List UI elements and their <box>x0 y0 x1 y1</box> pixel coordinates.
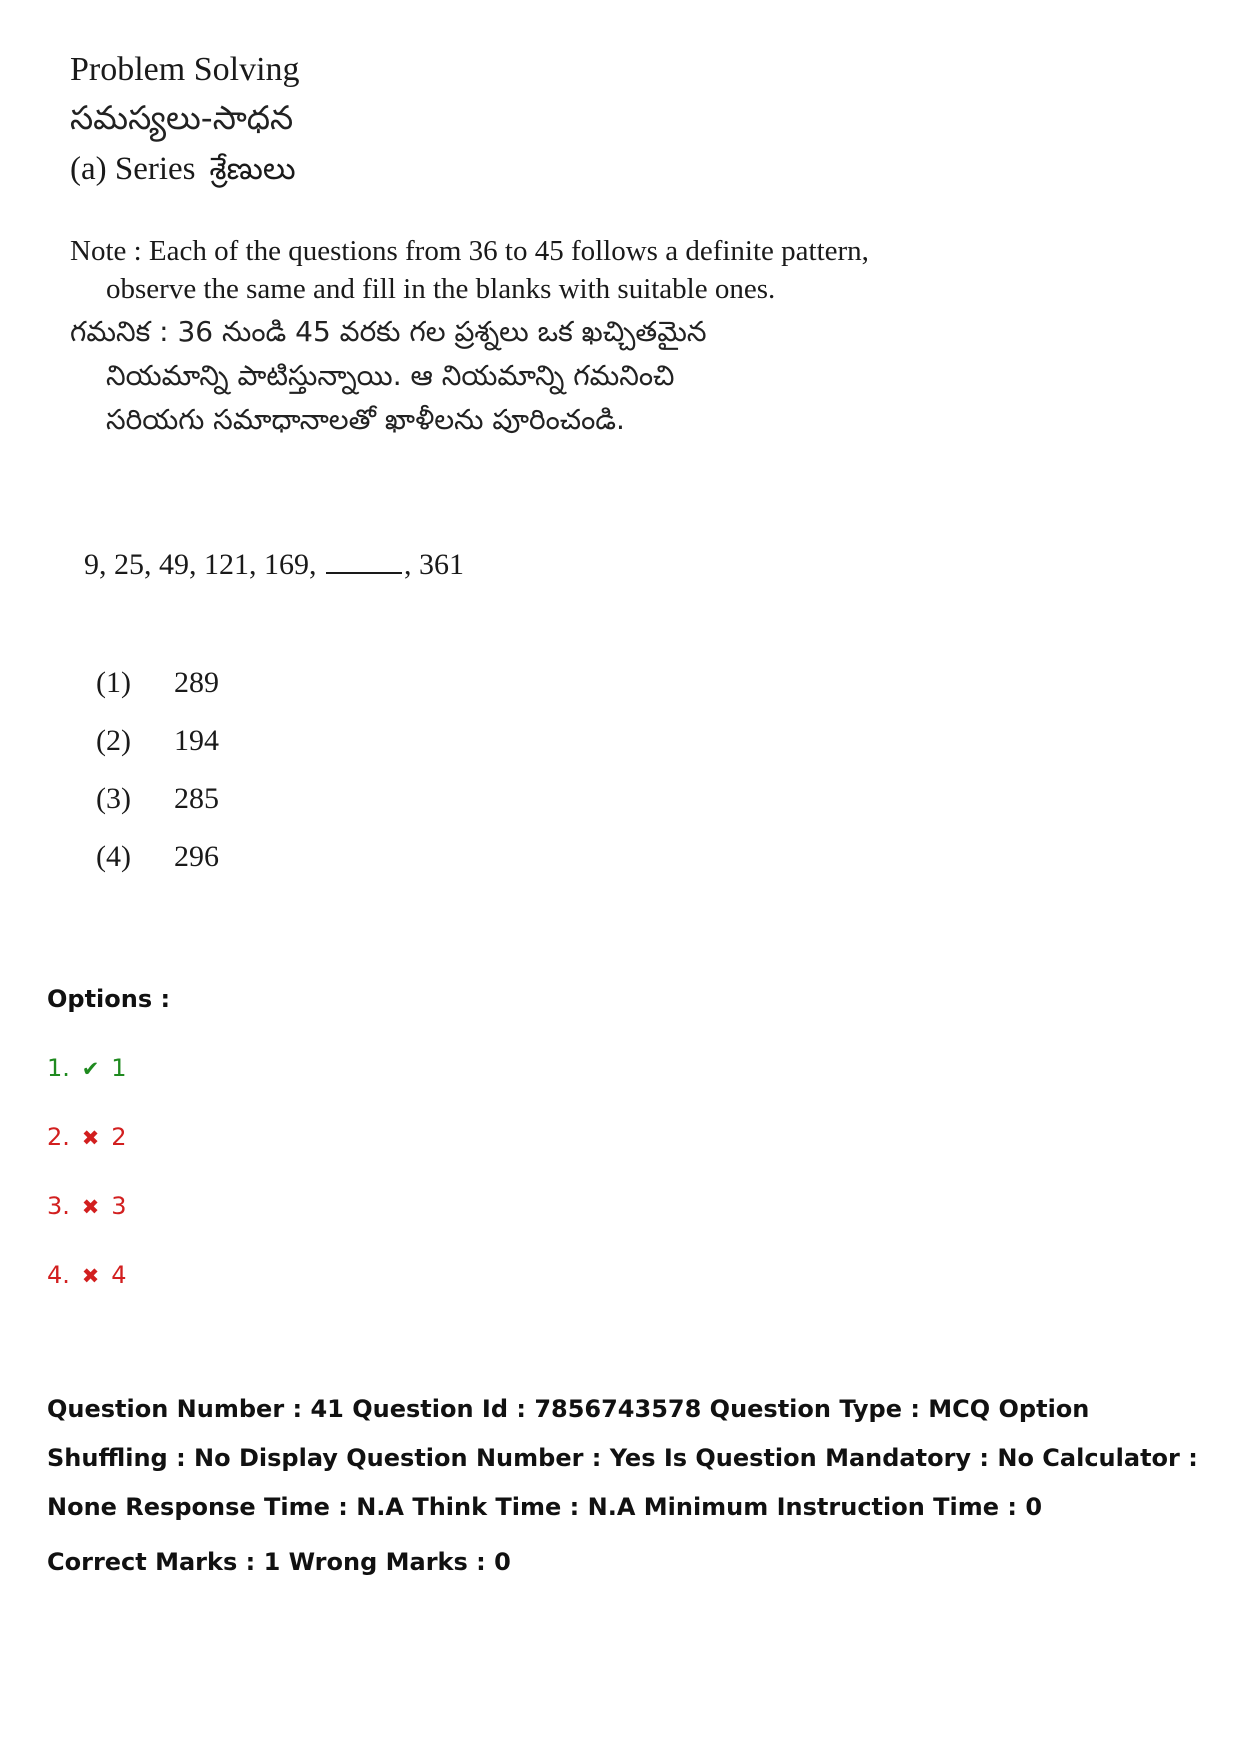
note-telugu-line-2: నియమాన్ని పాటిస్తున్నాయి. ఆ నియమాన్ని గమనించి <box>106 359 675 392</box>
question-option-value: 285 <box>174 782 219 815</box>
answer-option-2 <box>47 1122 170 1191</box>
note-telugu <box>70 310 930 442</box>
note-english <box>70 232 930 308</box>
question-option-list <box>96 662 219 894</box>
note-line-1: Note : Each of the questions from 36 to 45 follows a definite pattern, <box>70 235 869 267</box>
question-option-number: (2) <box>96 724 131 757</box>
answer-option-index: 2. <box>47 1123 70 1151</box>
answer-option-label: 2 <box>111 1123 127 1151</box>
series-start: 9, 25, 49, 121, 169, <box>84 548 317 581</box>
marks-text: Correct Marks : 1 Wrong Marks : 0 <box>47 1548 511 1576</box>
answer-option-index: 1. <box>47 1054 70 1082</box>
answer-option-3 <box>47 1191 170 1260</box>
answer-option-index: 3. <box>47 1192 70 1220</box>
check-icon: ✔ <box>81 1057 100 1081</box>
question-option-number: (1) <box>96 666 131 699</box>
question-option-value: 289 <box>174 666 219 699</box>
question-title: Problem Solving <box>70 51 300 88</box>
question-option-number: (4) <box>96 840 131 873</box>
question-option <box>96 720 219 778</box>
options-heading: Options : <box>47 985 171 1013</box>
answer-option-label: 4 <box>111 1261 127 1289</box>
series-blank <box>326 548 402 574</box>
answer-option-label: 1 <box>111 1054 127 1082</box>
number-series <box>84 548 464 582</box>
answer-option-label: 3 <box>111 1192 127 1220</box>
cross-icon: ✖ <box>81 1195 100 1219</box>
answer-option-4 <box>47 1260 170 1329</box>
question-option-value: 194 <box>174 724 219 757</box>
question-option <box>96 836 219 894</box>
section-heading <box>70 144 930 194</box>
question-option-value: 296 <box>174 840 219 873</box>
section-label: (a) Series <box>70 151 196 187</box>
answer-option-1 <box>47 1053 170 1122</box>
answer-option-index: 4. <box>47 1261 70 1289</box>
question-option <box>96 778 219 836</box>
question-title-telugu: సమస్యలు-సాధన <box>70 98 294 137</box>
question-option-number: (3) <box>96 782 131 815</box>
cross-icon: ✖ <box>81 1126 100 1150</box>
section-label-telugu: శ్రేణులు <box>209 151 296 187</box>
question-image <box>70 48 930 442</box>
question-metadata <box>47 1385 1207 1587</box>
question-meta-text: Question Number : 41 Question Id : 7856743578 Question Type : MCQ Option Shuffling : No Display Question Number : Yes Is Question Mandatory : No Calculator : None Response Time : N.A Think Time : N.A Minimum Instruction Time : 0 <box>47 1395 1198 1521</box>
answer-options <box>47 985 170 1329</box>
note-line-2: observe the same and fill in the blanks with suitable ones. <box>106 273 776 305</box>
note-telugu-line-1: గమనిక : 36 నుండి 45 వరకు గల ప్రశ్నలు ఒక ఖచ్చితమైన <box>70 315 707 348</box>
series-end: , 361 <box>404 548 464 581</box>
note-telugu-line-3: సరియగు సమాధానాలతో ఖాళీలను పూరించండి. <box>106 403 625 436</box>
cross-icon: ✖ <box>81 1264 100 1288</box>
question-option <box>96 662 219 720</box>
